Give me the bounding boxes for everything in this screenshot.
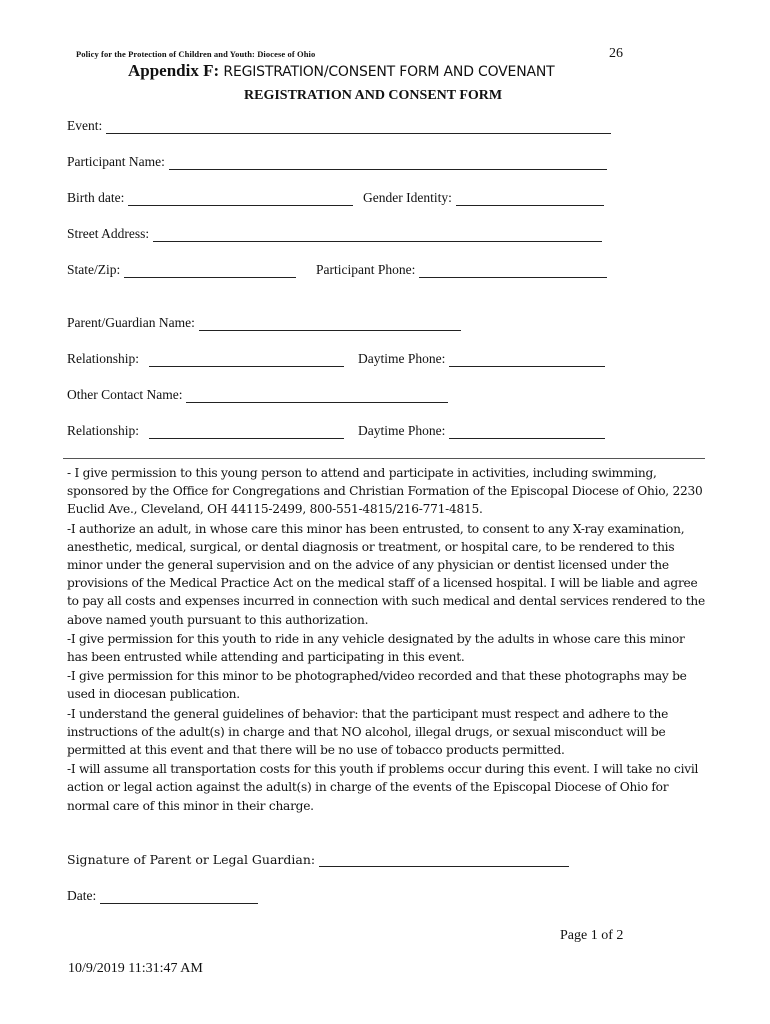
daytime-phone-label-2: Daytime Phone:: [358, 423, 446, 438]
event-field[interactable]: [67, 118, 611, 134]
daytime-phone-field-2[interactable]: [358, 423, 605, 439]
consent-paragraph: -I give permission for this youth to ride in any vehicle designated by the adults in whose care this minor has been entrusted while attending and participating in this event.: [67, 631, 685, 665]
birth-date-label: Birth date:: [67, 190, 125, 205]
daytime-phone-input-line-1[interactable]: [449, 353, 605, 367]
daytime-phone-input-line-2[interactable]: [449, 425, 605, 439]
relationship-input-line-1[interactable]: [149, 353, 344, 367]
relationship-input-line-2[interactable]: [149, 425, 344, 439]
relationship-label-1: Relationship:: [67, 351, 139, 366]
appendix-heading: REGISTRATION/CONSENT FORM AND COVENANT: [223, 64, 555, 80]
policy-header: Policy for the Protection of Children and Youth: Diocese of Ohio: [76, 49, 316, 59]
form-title: REGISTRATION AND CONSENT FORM: [244, 88, 503, 103]
parent-guardian-field[interactable]: [67, 315, 461, 331]
other-contact-label: Other Contact Name:: [67, 387, 183, 402]
state-zip-field[interactable]: [67, 262, 296, 278]
gender-identity-field[interactable]: [363, 190, 604, 206]
consent-paragraph: -I authorize an adult, in whose care this minor has been entrusted, to consent to any X-ray examination, anesthetic, medical, surgical, or dental diagnosis or treatment, or hospital care, to be rendered to this minor under the general supervision and on the advice of any physician or dentist licensed under the provisions of the Medical Practice Act on the medical staff of a licensed hospital. I will be liable and agree to pay all costs and expenses incurred in connection with such medical and dental services rendered to the above named youth pursuant to this authorization.: [67, 521, 705, 627]
participant-phone-input-line[interactable]: [419, 264, 607, 278]
other-contact-field[interactable]: [67, 387, 448, 403]
page-number: 26: [609, 46, 623, 61]
appendix-title: [128, 61, 554, 81]
relationship-field-2[interactable]: [67, 423, 344, 439]
appendix-label: Appendix F:: [128, 61, 220, 80]
relationship-label-2: Relationship:: [67, 423, 139, 438]
signature-label: Signature of Parent or Legal Guardian:: [67, 852, 316, 867]
state-zip-input-line[interactable]: [124, 264, 296, 278]
birth-date-field[interactable]: [67, 190, 353, 206]
signature-field[interactable]: [67, 852, 569, 867]
page-indicator: Page 1 of 2: [560, 928, 624, 943]
daytime-phone-label-1: Daytime Phone:: [358, 351, 446, 366]
participant-phone-field[interactable]: [316, 262, 607, 278]
date-input-line[interactable]: [100, 890, 258, 904]
event-input-line[interactable]: [106, 120, 611, 134]
gender-identity-input-line[interactable]: [456, 192, 604, 206]
date-label: Date:: [67, 888, 97, 903]
consent-paragraph: -I understand the general guidelines of behavior: that the participant must respect and adhere to the instructions of the adult(s) in charge and that NO alcohol, illegal drugs, or sexual misconduct will be permitted at this event and that there will be no use of tobacco products permitted.: [67, 706, 669, 758]
print-timestamp: 10/9/2019 11:31:47 AM: [68, 961, 203, 976]
signature-input-line[interactable]: [319, 853, 569, 867]
parent-guardian-input-line[interactable]: [199, 317, 461, 331]
street-address-input-line[interactable]: [153, 228, 602, 242]
relationship-field-1[interactable]: [67, 351, 344, 367]
consent-paragraph: -I give permission for this minor to be photographed/video recorded and that these photographs may be used in diocesan publication.: [67, 669, 687, 702]
other-contact-input-line[interactable]: [186, 389, 448, 403]
consent-paragraph: -I will assume all transportation costs for this youth if problems occur during this event. I will take no civil action or legal action against the adult(s) in charge of the events of the Episcopal Diocese of Ohio for normal care of this minor in their charge.: [67, 762, 699, 813]
event-label: Event:: [67, 118, 103, 133]
birth-date-input-line[interactable]: [128, 192, 353, 206]
parent-guardian-label: Parent/Guardian Name:: [67, 315, 195, 330]
daytime-phone-field-1[interactable]: [358, 351, 605, 367]
participant-name-input-line[interactable]: [169, 156, 607, 170]
participant-phone-label: Participant Phone:: [316, 262, 416, 277]
participant-name-field[interactable]: [67, 154, 607, 170]
gender-identity-label: Gender Identity:: [363, 190, 452, 205]
participant-name-label: Participant Name:: [67, 154, 165, 169]
consent-paragraph: - I give permission to this young person to attend and participate in activities, including swimming, sponsored by the Office for Congregations and Christian Formation of the Episcopal Diocese of Ohio, 2230 Euclid Ave., Cleveland, OH 44115-2499, 800-551-4815/216-771-4815.: [67, 466, 703, 517]
section-divider: [63, 458, 705, 459]
state-zip-label: State/Zip:: [67, 262, 121, 277]
consent-text: [67, 464, 707, 816]
street-address-label: Street Address:: [67, 226, 150, 241]
street-address-field[interactable]: [67, 226, 602, 242]
date-field[interactable]: [67, 888, 258, 904]
